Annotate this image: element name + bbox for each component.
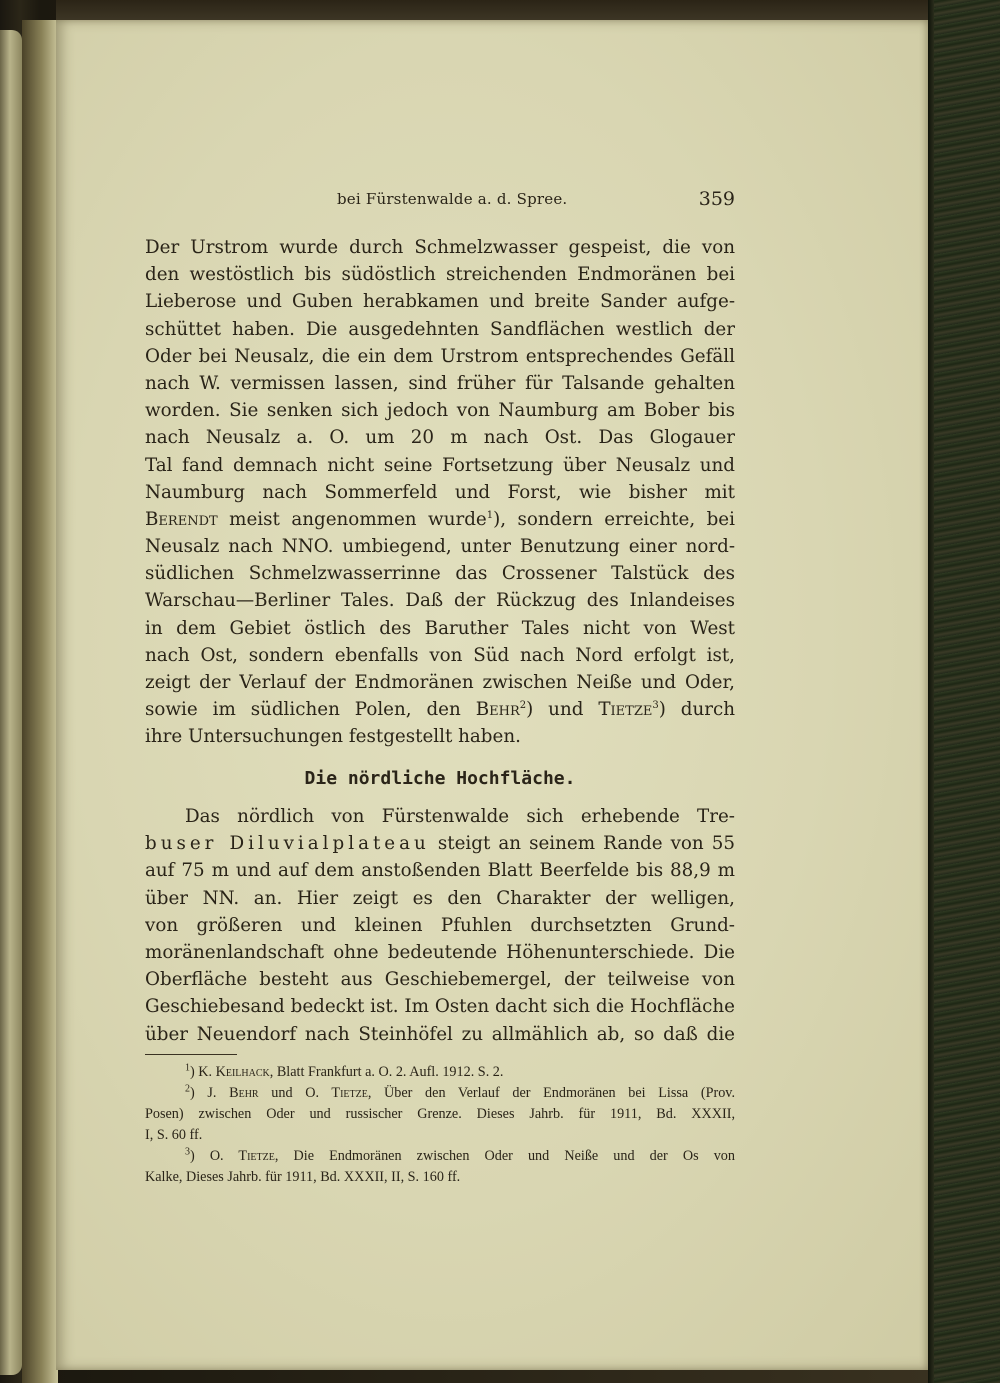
author-name: Behr	[475, 699, 520, 721]
footnote-mark: 2	[185, 1083, 190, 1095]
footnote-ref: 1	[486, 509, 494, 521]
paragraph-1	[145, 234, 735, 751]
author-name: Tietze	[598, 699, 653, 721]
footnote-mark: 1	[185, 1062, 190, 1074]
text-span: , Die Endmoränen zwischen Oder und Neiße und der Os von	[274, 1148, 735, 1164]
emphasized-term: buser Diluvialplateau	[145, 833, 430, 855]
book-gutter	[22, 20, 58, 1383]
top-shadow	[56, 0, 928, 22]
text-line: über Neuendorf nach Steinhöfel zu allmählich ab, so daß die	[145, 1023, 735, 1045]
author-name: O. Tietze	[209, 1148, 275, 1164]
running-title: bei Fürstenwalde a. d. Spree.	[337, 190, 568, 208]
running-header	[145, 190, 735, 214]
footnote-ref: 3	[652, 700, 659, 712]
text-span: , Über den Verlauf der Endmoränen bei Lissa (Prov.	[367, 1085, 735, 1101]
page-number: 359	[698, 188, 735, 210]
text-span: meist angenommen wurde	[217, 508, 487, 530]
text-span: steigt an seinem Rande von 55	[429, 833, 735, 855]
author-name: J. Behr	[207, 1085, 259, 1101]
text-line: moränenlandschaft ohne bedeutende Höhenunterschiede. Die	[145, 941, 735, 963]
text-line	[145, 830, 735, 857]
text-line: ihre Untersuchungen festgestellt haben.	[145, 726, 521, 748]
text-line: Oberfläche besteht aus Geschiebemergel, der teilweise von	[145, 969, 735, 991]
text-span: , Blatt Frankfurt a. O. 2. Aufl. 1912. S. 2.	[269, 1064, 504, 1080]
text-line: Geschiebesand bedeckt ist. Im Osten dacht sich die Hochfläche	[145, 996, 735, 1018]
previous-page-edge	[0, 30, 22, 1375]
text-line: schüttet haben. Die ausgedehnten Sandflächen westlich der	[145, 318, 735, 340]
text-line	[145, 506, 735, 533]
text-line: Das nördlich von Fürstenwalde sich erhebende Tre-	[185, 806, 735, 827]
text-line: Lieberose und Guben herabkamen und breite Sander aufge-	[145, 291, 735, 313]
text-line: nach Ost, sondern ebenfalls von Süd nach Nord erfolgt ist,	[145, 644, 735, 666]
footnote-2-line-3: I, S. 60 ff.	[145, 1127, 203, 1143]
text-span: ) durch	[658, 699, 735, 721]
paragraph-2	[145, 803, 735, 1048]
text-line: Tal fand demnach nicht seine Fortsetzung über Neusalz und	[145, 454, 735, 476]
section-heading: Die nördliche Hochfläche.	[304, 768, 576, 789]
text-line: worden. Sie senken sich jedoch von Naumburg am Bober bis	[145, 400, 735, 422]
text-span: ), sondern erreichte, bei	[493, 508, 735, 530]
footnote-1: $^1$) K. Keilhack, Blatt Frankfurt a. O. 2. Aufl. 1912. S. 2.	[185, 1062, 504, 1080]
text-line	[145, 696, 735, 723]
text-line: Neusalz nach NNO. umbiegend, unter Benutzung einer nord-	[145, 536, 735, 558]
footnote-3-line-2: Kalke, Dieses Jahrb. für 1911, Bd. XXXII, II, S. 160 ff.	[145, 1169, 461, 1185]
footnotes	[145, 1062, 735, 1188]
footnote-mark: 3	[185, 1146, 190, 1158]
footnote-rule	[145, 1054, 237, 1055]
author-name: Berendt	[145, 508, 218, 530]
text-span: und	[258, 1085, 306, 1101]
author-name: K. Keilhack	[198, 1064, 270, 1080]
text-span: ) und	[526, 699, 599, 721]
text-line: in dem Gebiet östlich des Baruther Tales nicht von West	[145, 617, 735, 639]
text-line: zeigt der Verlauf der Endmoränen zwischen Neiße und Oder,	[145, 672, 735, 693]
footnote-3: $^3$) O. Tietze, Die Endmoränen zwischen Oder und Neiße und der Os von	[185, 1146, 735, 1164]
author-name: O. Tietze	[305, 1085, 368, 1101]
text-line: über NN. an. Hier zeigt es den Charakter der welligen,	[145, 887, 735, 909]
footnote-2: $^2$) J. Behr und O. Tietze, Über den Verlauf der Endmoränen bei Lissa (Prov.	[185, 1083, 735, 1101]
text-line: Der Urstrom wurde durch Schmelzwasser gespeist, die von	[145, 237, 735, 258]
text-line: nach Neusalz a. O. um 20 m nach Ost. Das Glogauer	[145, 427, 735, 449]
text-line: Naumburg nach Sommerfeld und Forst, wie bisher mit	[145, 481, 735, 503]
text-line: nach W. vermissen lassen, sind früher für Talsande gehalten	[145, 372, 735, 394]
footnote-ref: 2	[519, 700, 527, 712]
text-line: Warschau—Berliner Tales. Daß der Rückzug des Inlandeises	[145, 590, 735, 612]
footnote-2-line-2: Posen) zwischen Oder und russischer Grenze. Dieses Jahrb. für 1911, Bd. XXXII,	[145, 1106, 735, 1122]
book-cover-edge	[928, 0, 1000, 1383]
text-line: Oder bei Neusalz, die ein dem Urstrom entsprechendes Gefäll	[145, 345, 735, 367]
text-line: auf 75 m und auf dem anstoßenden Blatt Beerfelde bis 88,9 m	[145, 860, 735, 882]
text-line: den westöstlich bis südöstlich streichenden Endmoränen bei	[145, 264, 735, 286]
text-line: südlichen Schmelzwasserrinne das Crossener Talstück des	[145, 563, 735, 585]
text-line: von größeren und kleinen Pfuhlen durchsetzten Grund-	[145, 914, 735, 936]
text-span: sowie im südlichen Polen, den	[145, 699, 476, 721]
